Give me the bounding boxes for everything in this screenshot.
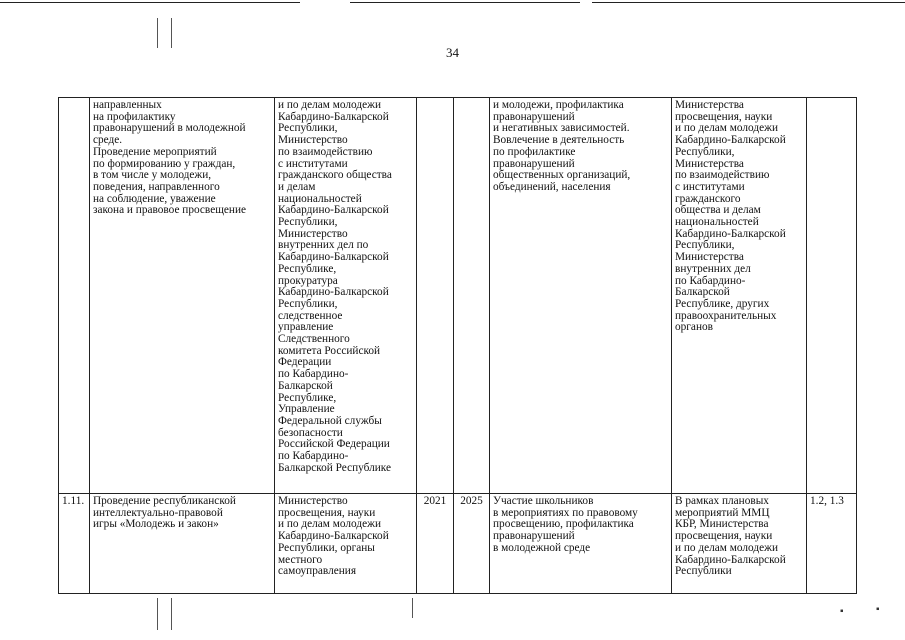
top-rule-left [0, 2, 300, 3]
top-rule-middle [350, 2, 580, 3]
indicators-cell: 1.2, 1.3 [807, 494, 857, 594]
measures-table [58, 97, 857, 594]
executors-cell: и по делам молодежи Кабардино-Балкарской Республики, Министерство по взаимодействию с институтами гражданского общества и делам национальностей Кабардино-Балкарской Республики, Министерство внутренних дел по Кабардино-Балкарской Республике, прокуратура Кабардино-Балкарской Республики, следственное управление Следственного комитета Российской Федерации по Кабардино- Балкарской Республике, Управление Федеральной службы безопасности Российской Федерации по Кабардино- Балкарской Республике [275, 98, 417, 494]
start-year-cell [417, 98, 454, 494]
end-year-cell [454, 98, 490, 494]
measure-name-cell: Проведение республиканской интеллектуально-правовой игры «Молодежь и закон» [90, 494, 275, 594]
indicators-cell [807, 98, 857, 494]
top-rule-right [592, 2, 905, 3]
scan-speck: ▪ [876, 604, 880, 615]
table-row [59, 98, 857, 494]
page-number: 34 [446, 45, 459, 60]
expected-result-cell: Участие школьников в мероприятиях по правовому просвещению, профилактика правонарушений в молодежной среде [490, 494, 672, 594]
scan-artifact-line [157, 598, 158, 630]
scan-artifact-line [171, 18, 172, 48]
responsible-cell: Министерства просвещения, науки и по делам молодежи Кабардино-Балкарской Республики, Министерства по взаимодействию с институтами гражданского общества и делам национальностей Кабардино-Балкарской Республики, Министерства внутренних дел по Кабардино- Балкарской Республике, других правоохранительных органов [672, 98, 807, 494]
scan-speck: ▪ [840, 606, 844, 617]
scan-artifact-line [171, 598, 172, 630]
start-year-cell: 2021 [417, 494, 454, 594]
scan-artifact-line [157, 18, 158, 48]
measure-name-cell: направленных на профилактику правонарушений в молодежной среде. Проведение мероприятий по формированию у граждан, в том числе у молодежи, поведения, направленного на соблюдение, уважение закона и правовое просвещение [90, 98, 275, 494]
table-row [59, 494, 857, 594]
expected-result-cell: и молодежи, профилактика правонарушений и негативных зависимостей. Вовлечение в деятельность по профилактике правонарушений общественных организаций, объединений, населения [490, 98, 672, 494]
row-number-cell: 1.11. [59, 494, 90, 594]
responsible-cell: В рамках плановых мероприятий ММЦ КБР, Министерства просвещения, науки и по делам молодежи Кабардино-Балкарской Республики [672, 494, 807, 594]
end-year-cell: 2025 [454, 494, 490, 594]
row-number-cell [59, 98, 90, 494]
executors-cell: Министерство просвещения, науки и по делам молодежи Кабардино-Балкарской Республики, органы местного самоуправления [275, 494, 417, 594]
scan-artifact-line [412, 598, 413, 618]
